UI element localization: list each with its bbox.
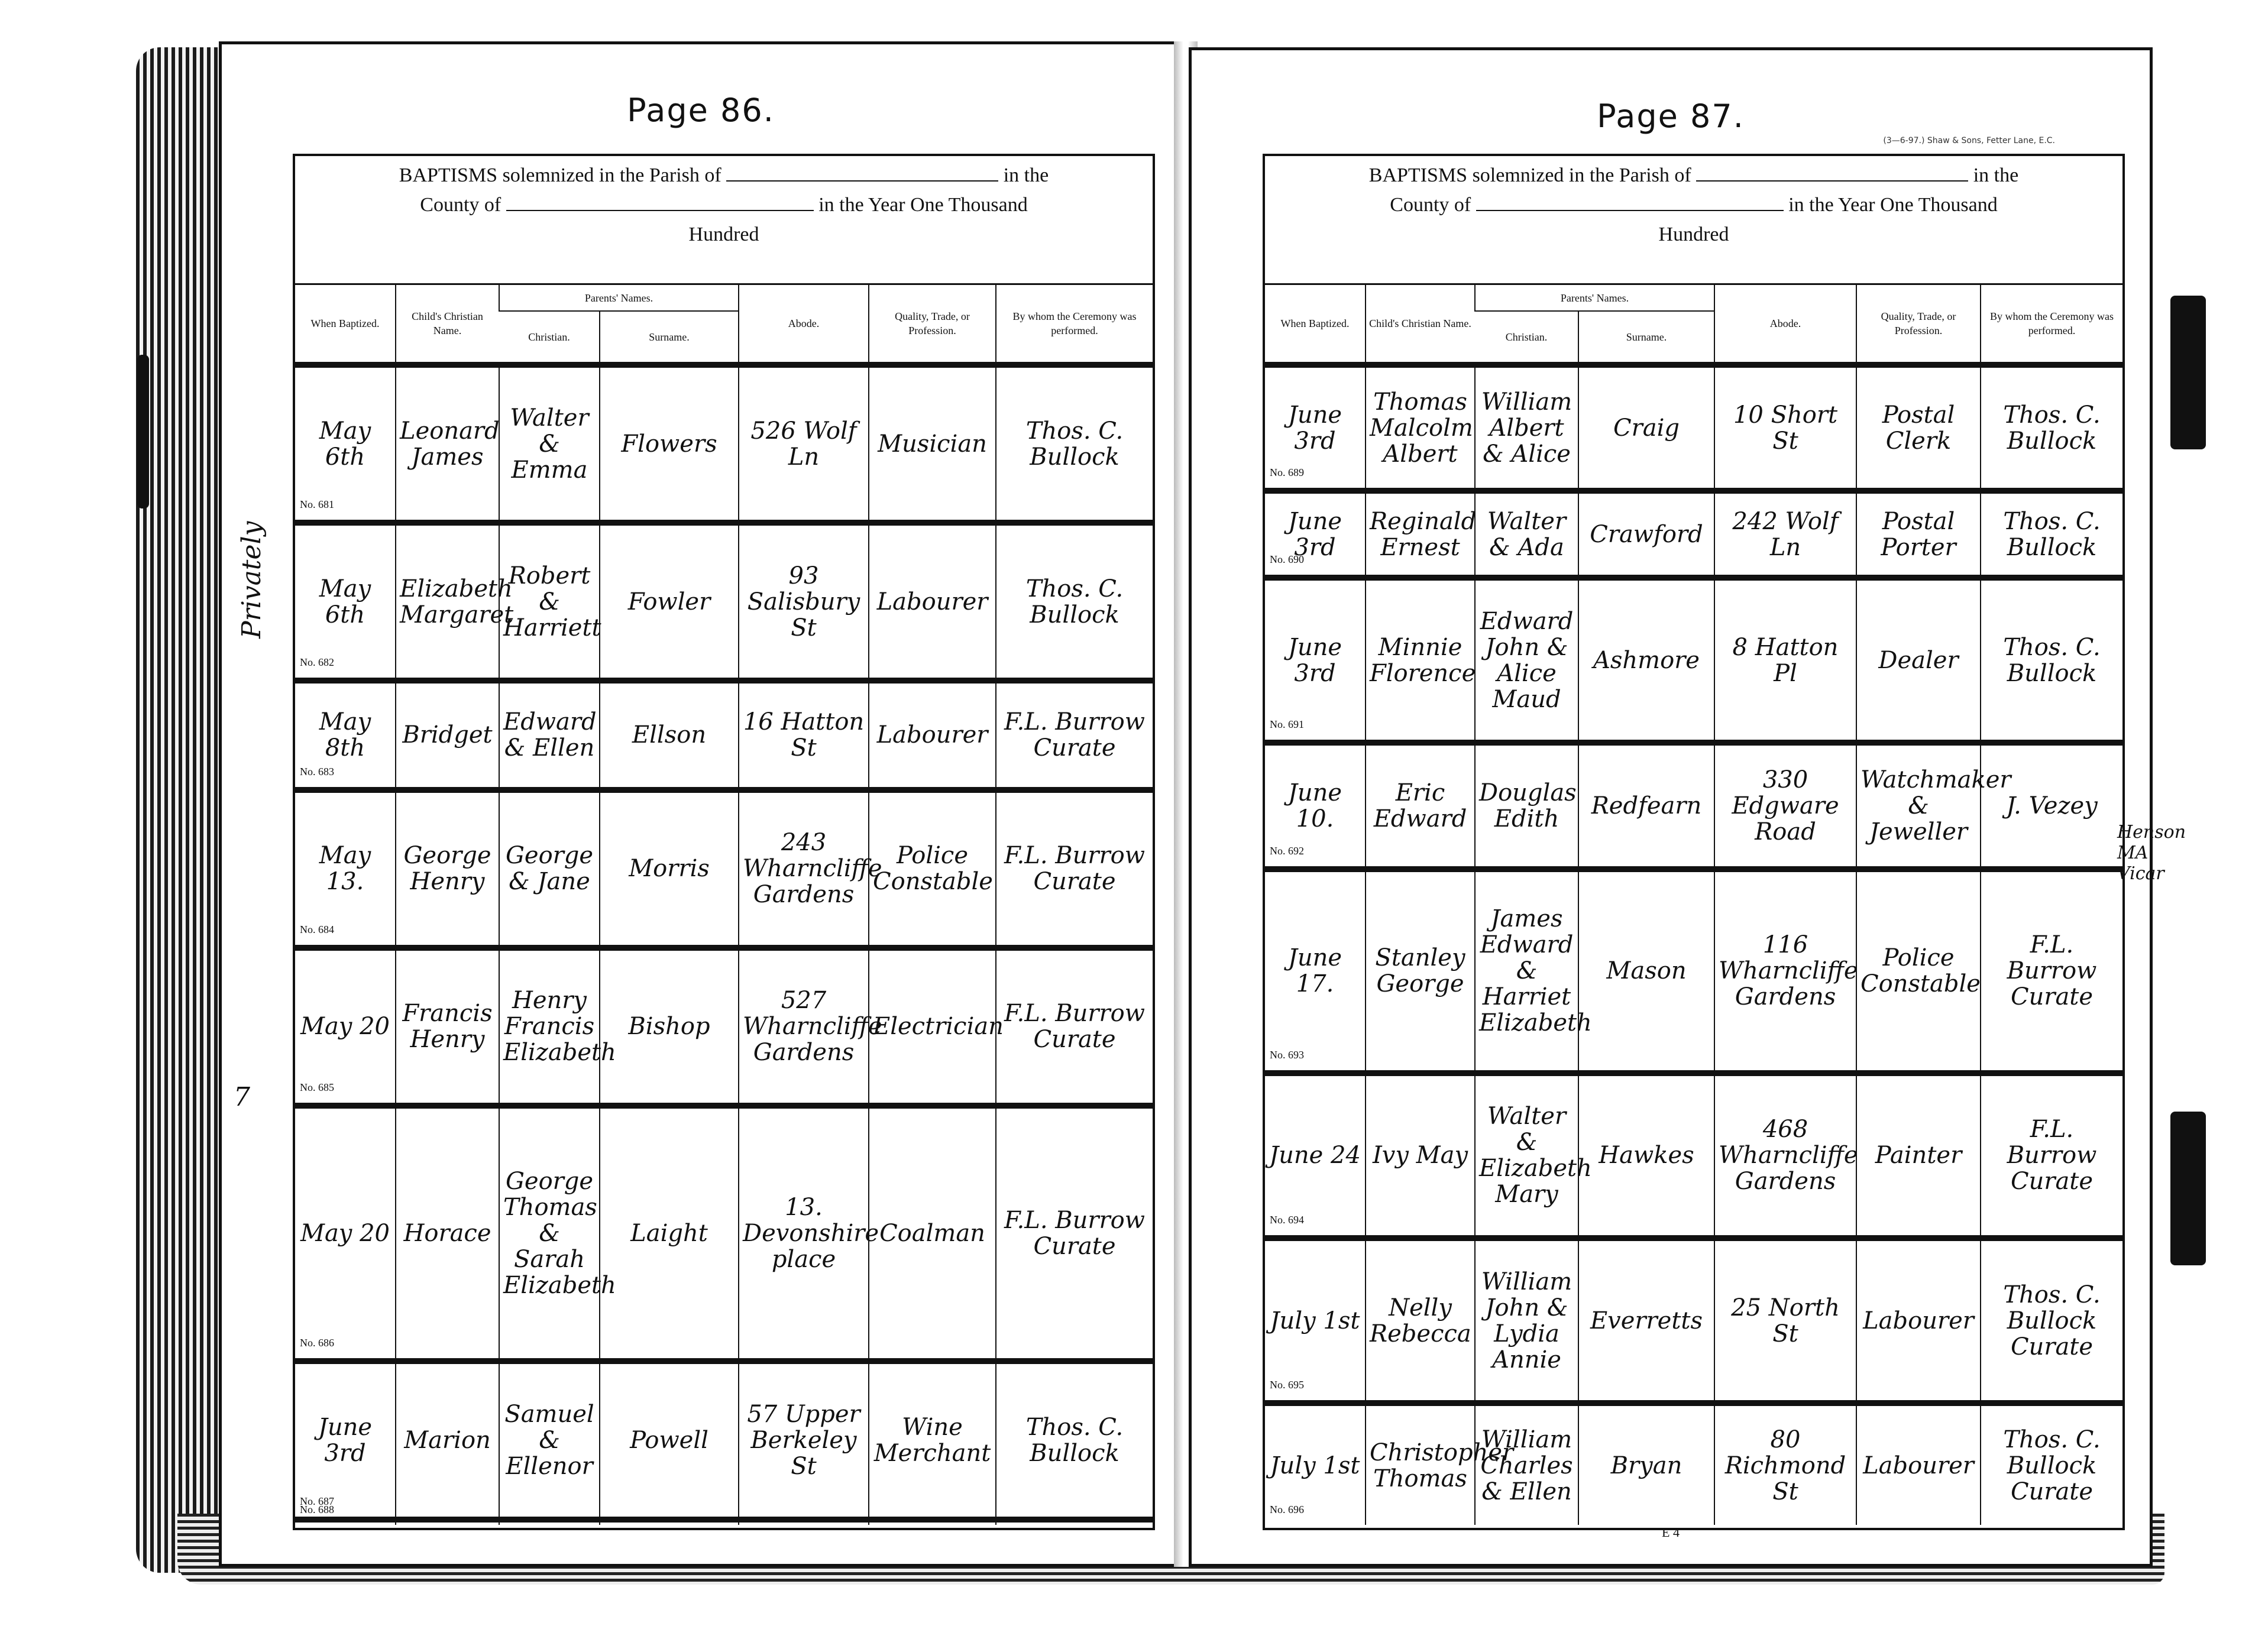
entry-when: June 3rd No. 689 — [1265, 365, 1366, 491]
entry-when: May 6th No. 682 — [295, 523, 396, 681]
entry-quality: Police Constable — [869, 790, 996, 948]
entry-abode: 330 Edgware Road — [1714, 743, 1856, 869]
header-county-label: County of — [1390, 194, 1471, 216]
entry-quality: Postal Porter — [1856, 491, 1981, 578]
entry-number: No. 689 — [1270, 467, 1304, 479]
entry-christian: George & Jane — [499, 790, 600, 948]
register-table — [1265, 283, 2122, 1525]
entry-christian: Walter & Emma — [499, 365, 600, 523]
entry-christian: Douglas Edith — [1475, 743, 1578, 869]
register-entry — [295, 1361, 1153, 1519]
col-child: Child's Christian Name. — [1366, 284, 1475, 365]
entry-number: No. 693 — [1270, 1048, 1304, 1061]
entry-number: No. 691 — [1270, 718, 1304, 731]
entry-when: June 3rd No. 691 — [1265, 578, 1366, 743]
entry-surname: Laight — [600, 1106, 739, 1362]
entry-child: Francis Henry — [396, 948, 499, 1106]
entry-abode — [739, 1520, 869, 1525]
entry-by-whom: Thos. C. Bullock — [1981, 365, 2122, 491]
entry-by-whom: Thos. C. Bullock — [996, 365, 1153, 523]
entry-when: July 1st No. 696 — [1265, 1403, 1366, 1525]
entry-when: June 10. No. 692 — [1265, 743, 1366, 869]
entry-surname: Redfearn — [1578, 743, 1714, 869]
entry-christian: George Thomas & Sarah Elizabeth — [499, 1106, 600, 1362]
page-title: Page 87. — [1597, 98, 1745, 135]
parish-blank — [726, 163, 998, 182]
entry-christian: Edward & Ellen — [499, 681, 600, 789]
book-clip-top — [2170, 296, 2206, 449]
entry-quality: Postal Clerk — [1856, 365, 1981, 491]
entry-surname: Everretts — [1578, 1238, 1714, 1403]
entry-number: No. 687 — [300, 1495, 334, 1507]
col-parents: Parents' Names. — [499, 284, 739, 312]
entry-by-whom: F.L. Burrow Curate — [1981, 1073, 2122, 1238]
header-parish-label: BAPTISMS solemnized in the Parish of — [399, 164, 721, 186]
entry-christian: Walter & Elizabeth Mary — [1475, 1073, 1578, 1238]
baptism-register-form — [1263, 154, 2125, 1530]
col-abode: Abode. — [739, 284, 869, 365]
col-when: When Baptized. — [295, 284, 396, 365]
entry-child: Horace — [396, 1106, 499, 1362]
entry-quality: Labourer — [869, 523, 996, 681]
entry-when — [295, 1504, 396, 1525]
register-entry — [1265, 869, 2122, 1073]
entry-abode: 243 Wharncliffe Gardens — [739, 790, 869, 948]
entry-when: June 3rd No. 690 — [1265, 491, 1366, 578]
entry-surname: Craig — [1578, 365, 1714, 491]
entry-quality: Painter — [1856, 1073, 1981, 1238]
county-blank — [1476, 192, 1784, 211]
entry-when: July 1st No. 695 — [1265, 1238, 1366, 1403]
right-page — [1189, 47, 2153, 1567]
entry-by-whom: F.L. Burrow Curate — [1981, 869, 2122, 1073]
col-surname: Surname. — [600, 311, 739, 365]
entry-abode: 80 Richmond St — [1714, 1403, 1856, 1525]
entry-surname: Ellson — [600, 681, 739, 789]
entry-abode: 10 Short St — [1714, 365, 1856, 491]
margin-note-mark: 7 — [234, 1082, 250, 1112]
register-entry — [295, 948, 1153, 1106]
entry-number: No. 684 — [300, 923, 334, 935]
entry-child: Stanley George — [1366, 869, 1475, 1073]
register-entry — [1265, 365, 2122, 491]
entry-surname: Morris — [600, 790, 739, 948]
entry-child: Elizabeth Margaret — [396, 523, 499, 681]
entry-number: No. 685 — [300, 1081, 334, 1093]
margin-note-privately: Privately — [237, 521, 267, 639]
register-entry-empty — [295, 1520, 1153, 1525]
entry-number: No. 695 — [1270, 1379, 1304, 1391]
entry-surname: Bryan — [1578, 1403, 1714, 1525]
entry-child: Eric Edward — [1366, 743, 1475, 869]
entry-child: Minnie Florence — [1366, 578, 1475, 743]
entry-surname: Crawford — [1578, 491, 1714, 578]
entry-child: Leonard James — [396, 365, 499, 523]
entry-surname: Fowler — [600, 523, 739, 681]
header-hundred: Hundred — [1658, 223, 1729, 245]
entry-by-whom: F.L. Burrow Curate — [996, 1106, 1153, 1362]
entry-surname: Hawkes — [1578, 1073, 1714, 1238]
register-entry — [1265, 491, 2122, 578]
entry-by-whom: Thos. C. Bullock — [996, 1361, 1153, 1519]
entry-child: Nelly Rebecca — [1366, 1238, 1475, 1403]
register-entry — [1265, 1403, 2122, 1525]
entry-quality: Labourer — [869, 681, 996, 789]
col-quality: Quality, Trade, or Profession. — [1856, 284, 1981, 365]
entry-quality: Watchmaker & Jeweller — [1856, 743, 1981, 869]
book-clip-bottom — [2170, 1112, 2206, 1265]
entry-abode: 242 Wolf Ln — [1714, 491, 1856, 578]
entry-by-whom: Thos. C. Bullock — [1981, 491, 2122, 578]
entry-when: June 17. No. 693 — [1265, 869, 1366, 1073]
entry-number: No. 681 — [300, 498, 334, 511]
entry-child: Reginald Ernest — [1366, 491, 1475, 578]
entry-by-whom: Thos. C. Bullock Curate — [1981, 1238, 2122, 1403]
form-header — [295, 156, 1153, 297]
entry-when: May 6th No. 681 — [295, 365, 396, 523]
entry-christian — [499, 1520, 600, 1525]
left-page — [219, 41, 1183, 1567]
entry-by-whom: Thos. C. Bullock — [1981, 578, 2122, 743]
entry-surname: Flowers — [600, 365, 739, 523]
entry-christian: Robert & Harriett — [499, 523, 600, 681]
entry-surname: Bishop — [600, 948, 739, 1106]
entry-abode: 25 North St — [1714, 1238, 1856, 1403]
entry-abode: 13. Devonshire place — [739, 1106, 869, 1362]
col-christian: Christian. — [1475, 311, 1578, 365]
col-christian: Christian. — [499, 311, 600, 365]
header-year-label: in the Year One Thousand — [818, 194, 1028, 216]
book-page-edges — [136, 47, 231, 1573]
entry-abode: 16 Hatton St — [739, 681, 869, 789]
register-entry — [1265, 743, 2122, 869]
entry-when: June 24 No. 694 — [1265, 1073, 1366, 1238]
register-entry — [1265, 1073, 2122, 1238]
entry-number: No. 694 — [1270, 1214, 1304, 1226]
entry-abode: 527 Wharncliffe Gardens — [739, 948, 869, 1106]
page-signature-mark: E 4 — [1662, 1525, 1680, 1540]
entry-christian: William Albert & Alice — [1475, 365, 1578, 491]
entry-by-whom: Thos. C. Bullock — [996, 523, 1153, 681]
county-blank — [506, 192, 814, 211]
entry-abode: 116 Wharncliffe Gardens — [1714, 869, 1856, 1073]
entry-surname: Powell — [600, 1361, 739, 1519]
register-entry — [295, 1106, 1153, 1362]
entry-abode: 93 Salisbury St — [739, 523, 869, 681]
entry-surname — [600, 1520, 739, 1525]
header-in-the: in the — [1973, 164, 2019, 186]
entry-christian: William Charles & Ellen — [1475, 1403, 1578, 1525]
entry-christian: Samuel & Ellenor — [499, 1361, 600, 1519]
entry-by-whom: F.L. Burrow Curate — [996, 681, 1153, 789]
entry-child: Ivy May — [1366, 1073, 1475, 1238]
entry-abode: 468 Wharncliffe Gardens — [1714, 1073, 1856, 1238]
header-parish-label: BAPTISMS solemnized in the Parish of — [1368, 164, 1691, 186]
entry-child: Bridget — [396, 681, 499, 789]
header-county-label: County of — [420, 194, 501, 216]
entry-quality: Labourer — [1856, 1238, 1981, 1403]
col-child: Child's Christian Name. — [396, 284, 499, 365]
col-by-whom: By whom the Ceremony was performed. — [1981, 284, 2122, 365]
header-hundred: Hundred — [688, 223, 759, 245]
entry-christian: Walter & Ada — [1475, 491, 1578, 578]
entry-by-whom — [996, 1520, 1153, 1525]
entry-child: Thomas Malcolm Albert — [1366, 365, 1475, 491]
entry-when: June 3rd No. 687 — [295, 1361, 396, 1519]
baptism-register-form — [293, 154, 1155, 1530]
entry-surname: Mason — [1578, 869, 1714, 1073]
register-entry — [1265, 578, 2122, 743]
entry-quality: Dealer — [1856, 578, 1981, 743]
entry-child: Marion — [396, 1361, 499, 1519]
entry-quality — [869, 1520, 996, 1525]
header-year-label: in the Year One Thousand — [1788, 194, 1998, 216]
entry-christian: James Edward & Harriet Elizabeth — [1475, 869, 1578, 1073]
register-entry — [295, 365, 1153, 523]
entry-abode: 8 Hatton Pl — [1714, 578, 1856, 743]
col-parents: Parents' Names. — [1475, 284, 1714, 312]
page-title: Page 86. — [627, 92, 775, 129]
col-by-whom: By whom the Ceremony was performed. — [996, 284, 1153, 365]
entry-number: No. 688 — [300, 1504, 334, 1515]
col-quality: Quality, Trade, or Profession. — [869, 284, 996, 365]
entry-child: George Henry — [396, 790, 499, 948]
entry-number: No. 682 — [300, 656, 334, 669]
entry-christian: Henry Francis Elizabeth — [499, 948, 600, 1106]
col-abode: Abode. — [1714, 284, 1856, 365]
register-entry — [295, 790, 1153, 948]
entry-number: No. 696 — [1270, 1504, 1304, 1515]
entry-by-whom: F.L. Burrow Curate — [996, 948, 1153, 1106]
entry-surname: Ashmore — [1578, 578, 1714, 743]
entry-christian: William John & Lydia Annie — [1475, 1238, 1578, 1403]
parish-blank — [1696, 163, 1968, 182]
register-entry — [1265, 1238, 2122, 1403]
register-table — [295, 283, 1153, 1525]
printer-imprint: (3—6-97.) Shaw & Sons, Fetter Lane, E.C. — [1883, 136, 2055, 145]
entry-by-whom: J. Vezey — [1981, 743, 2122, 869]
entry-christian: Edward John & Alice Maud — [1475, 578, 1578, 743]
entry-number: No. 692 — [1270, 844, 1304, 857]
entry-abode: 526 Wolf Ln — [739, 365, 869, 523]
header-in-the: in the — [1003, 164, 1049, 186]
entry-quality: Wine Merchant — [869, 1361, 996, 1519]
entry-when: May 20 No. 685 — [295, 948, 396, 1106]
entry-when: May 20 No. 686 — [295, 1106, 396, 1362]
entry-when: May 8th No. 683 — [295, 681, 396, 789]
entry-quality: Coalman — [869, 1106, 996, 1362]
entry-number: No. 690 — [1270, 553, 1304, 566]
entry-quality: Labourer — [1856, 1403, 1981, 1525]
entry-by-whom: Thos. C. Bullock Curate — [1981, 1403, 2122, 1525]
entry-number: No. 686 — [300, 1337, 334, 1349]
form-header — [1265, 156, 2122, 297]
entry-number: No. 683 — [300, 765, 334, 778]
entry-child — [396, 1520, 499, 1525]
col-when: When Baptized. — [1265, 284, 1366, 365]
margin-note-vicar: Henson MA Vicar — [2117, 822, 2186, 884]
register-entry — [295, 523, 1153, 681]
entry-quality: Musician — [869, 365, 996, 523]
entry-child: Christopher Thomas — [1366, 1403, 1475, 1525]
col-surname: Surname. — [1578, 311, 1714, 365]
entry-by-whom: F.L. Burrow Curate — [996, 790, 1153, 948]
entry-quality: Police Constable — [1856, 869, 1981, 1073]
register-entry — [295, 681, 1153, 789]
book-clip-left — [137, 355, 149, 508]
entry-abode: 57 Upper Berkeley St — [739, 1361, 869, 1519]
entry-quality: Electrician — [869, 948, 996, 1106]
entry-when: May 13. No. 684 — [295, 790, 396, 948]
